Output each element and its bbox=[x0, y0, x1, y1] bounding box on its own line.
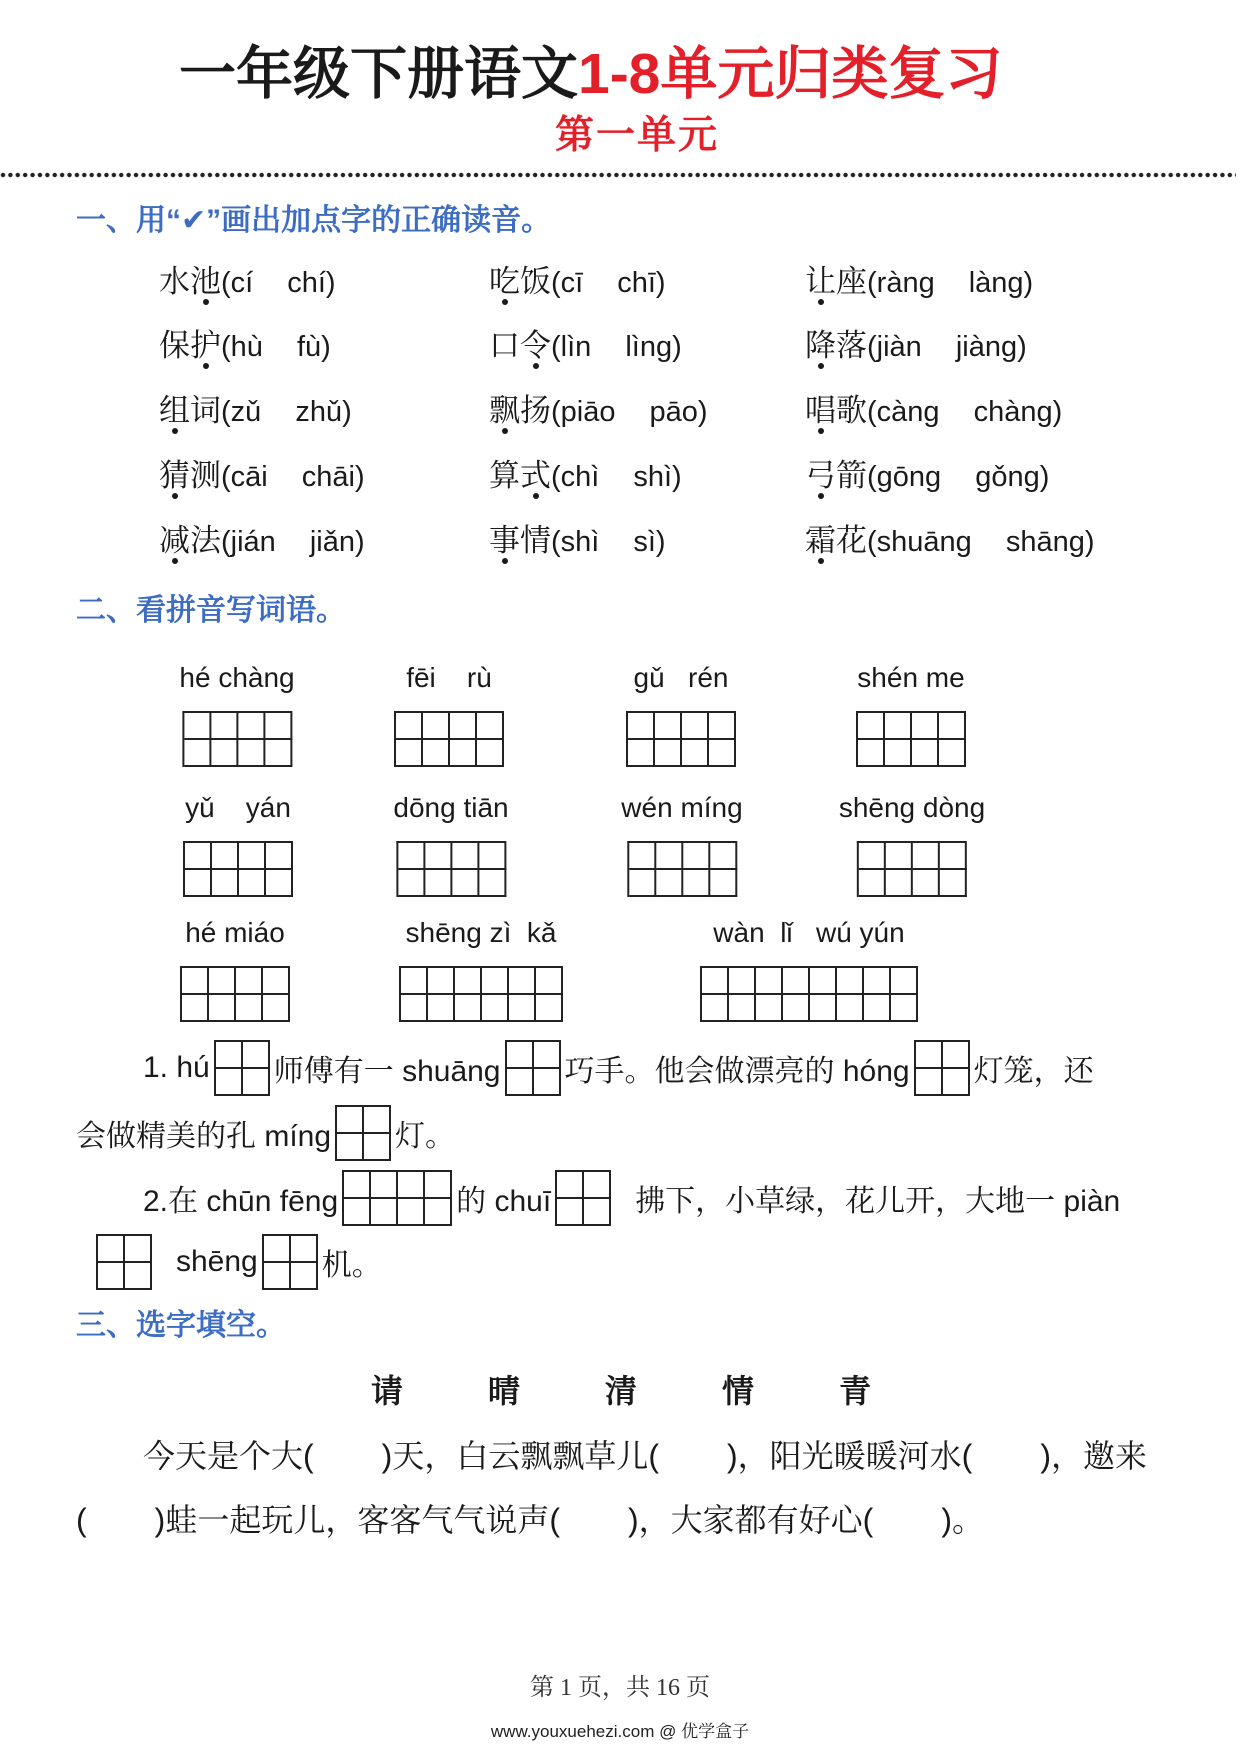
grid-cell bbox=[629, 843, 656, 870]
pinyin-option: ( chì bbox=[551, 461, 599, 493]
grid-cell bbox=[702, 995, 729, 1022]
grid-cell bbox=[656, 870, 683, 897]
grid-cell bbox=[425, 870, 452, 897]
grid-cell bbox=[238, 713, 265, 740]
grid-cell bbox=[710, 843, 737, 870]
dotted-character: 池 bbox=[190, 262, 221, 302]
grid-cell bbox=[886, 870, 913, 897]
choice-character: 请 bbox=[371, 1373, 404, 1409]
reading-item bbox=[159, 326, 331, 367]
grid-cell bbox=[266, 870, 293, 897]
grid-cell bbox=[940, 870, 967, 897]
grid-cell bbox=[455, 968, 482, 995]
character: 算 bbox=[489, 458, 520, 493]
grid-cell bbox=[507, 1042, 534, 1069]
grid-cell bbox=[682, 713, 709, 740]
grid-cell bbox=[584, 1172, 611, 1199]
pinyin-word-group bbox=[839, 790, 985, 897]
grid-cell bbox=[916, 1069, 943, 1096]
writing-box bbox=[96, 1234, 152, 1290]
pinyin-option: fù ) bbox=[297, 331, 331, 363]
section-2-heading: 二、看拼音写词语。 bbox=[76, 594, 346, 627]
pinyin-word-group bbox=[626, 660, 736, 767]
pinyin-label: dōng tiān bbox=[393, 792, 509, 823]
sentence-2-line-1 bbox=[143, 1170, 1120, 1226]
writing-grid bbox=[626, 711, 736, 767]
pinyin-label: hé miáo bbox=[185, 917, 285, 948]
grid-cell bbox=[212, 870, 239, 897]
dotted-character: 让 bbox=[805, 262, 836, 302]
pinyin-option: ( jián bbox=[221, 526, 276, 558]
reading-item bbox=[489, 456, 682, 497]
pinyin-option: ( jiàn bbox=[867, 331, 922, 363]
sentence-text: 机。 bbox=[321, 1249, 382, 1282]
grid-cell bbox=[455, 995, 482, 1022]
dotted-character: 弓 bbox=[805, 456, 836, 496]
writing-box bbox=[214, 1040, 270, 1096]
pinyin-option: lìng ) bbox=[625, 331, 681, 363]
grid-cell bbox=[656, 843, 683, 870]
writing-grid bbox=[394, 711, 504, 767]
grid-cell bbox=[939, 740, 966, 767]
dotted-character: 唱 bbox=[805, 391, 836, 431]
character: 水 bbox=[159, 264, 190, 299]
reading-item bbox=[489, 391, 708, 432]
pinyin-label: shēng dòng bbox=[838, 792, 986, 823]
grid-cell bbox=[125, 1263, 152, 1290]
grid-cell bbox=[212, 843, 239, 870]
grid-cell bbox=[891, 968, 918, 995]
grid-cell bbox=[243, 1042, 270, 1069]
grid-cell bbox=[364, 1134, 391, 1161]
pinyin-word-group bbox=[183, 790, 293, 897]
pinyin-word-group bbox=[393, 790, 508, 897]
grid-cell bbox=[371, 1172, 398, 1199]
character: 落 bbox=[836, 328, 867, 363]
writing-grid bbox=[627, 841, 737, 897]
grid-cell bbox=[216, 1069, 243, 1096]
grid-cell bbox=[238, 740, 265, 767]
grid-cell bbox=[398, 1199, 425, 1226]
dotted-character: 事 bbox=[489, 521, 520, 561]
grid-cell bbox=[184, 740, 211, 767]
character: 词 bbox=[190, 393, 221, 428]
pinyin-label: fēi rù bbox=[406, 662, 492, 693]
blank-space bbox=[659, 1455, 727, 1457]
pinyin-word-group bbox=[700, 915, 918, 1022]
grid-cell bbox=[209, 995, 236, 1022]
grid-cell bbox=[209, 968, 236, 995]
grid-cell bbox=[584, 1199, 611, 1226]
grid-cell bbox=[655, 713, 682, 740]
character: 歌 bbox=[836, 393, 867, 428]
pinyin-option: ( piāo bbox=[551, 396, 616, 428]
grid-cell bbox=[709, 740, 736, 767]
sentence-text: 1. hú bbox=[143, 1051, 210, 1084]
grid-cell bbox=[291, 1236, 318, 1263]
grid-cell bbox=[239, 843, 266, 870]
pinyin-option: ( cí bbox=[221, 267, 253, 299]
blank-space bbox=[314, 1455, 382, 1457]
blank-space bbox=[87, 1519, 155, 1521]
grid-cell bbox=[236, 995, 263, 1022]
grid-cell bbox=[264, 1263, 291, 1290]
dotted-character: 飘 bbox=[489, 391, 520, 431]
grid-cell bbox=[864, 995, 891, 1022]
grid-cell bbox=[810, 995, 837, 1022]
page-title bbox=[179, 38, 1002, 110]
choice-character: 晴 bbox=[488, 1373, 521, 1409]
dotted-character: 霜 bbox=[805, 521, 836, 561]
pinyin-word-group bbox=[394, 660, 504, 767]
blank-space bbox=[873, 1519, 941, 1521]
pinyin-option: ( ràng bbox=[867, 267, 935, 299]
section-1-heading: 一、用“✔”画出加点字的正确读音。 bbox=[76, 204, 552, 237]
pinyin-option: ( cī bbox=[551, 267, 583, 299]
character: 花 bbox=[836, 523, 867, 558]
grid-cell bbox=[729, 995, 756, 1022]
writing-box bbox=[914, 1040, 970, 1096]
grid-cell bbox=[756, 968, 783, 995]
grid-cell bbox=[265, 713, 292, 740]
grid-cell bbox=[423, 713, 450, 740]
character: 法 bbox=[190, 523, 221, 558]
grid-cell bbox=[98, 1236, 125, 1263]
writing-grid bbox=[856, 711, 966, 767]
grid-cell bbox=[859, 870, 886, 897]
choice-character: 青 bbox=[839, 1373, 872, 1409]
grid-cell bbox=[425, 843, 452, 870]
grid-cell bbox=[185, 843, 212, 870]
grid-cell bbox=[912, 713, 939, 740]
pinyin-word-group bbox=[621, 790, 742, 897]
writing-grid bbox=[857, 841, 967, 897]
grid-cell bbox=[211, 740, 238, 767]
grid-cell bbox=[858, 713, 885, 740]
grid-cell bbox=[185, 870, 212, 897]
grid-cell bbox=[98, 1263, 125, 1290]
grid-cell bbox=[482, 968, 509, 995]
pinyin-option: pāo ) bbox=[650, 396, 708, 428]
dotted-character: 降 bbox=[805, 326, 836, 366]
grid-cell bbox=[628, 713, 655, 740]
pinyin-option: ( cāi bbox=[221, 461, 268, 493]
grid-cell bbox=[702, 968, 729, 995]
character: 箭 bbox=[836, 458, 867, 493]
sentence-text: 巧手。他会做漂亮的 hóng bbox=[564, 1055, 910, 1088]
grid-cell bbox=[398, 843, 425, 870]
character: 扬 bbox=[520, 393, 551, 428]
grid-cell bbox=[396, 740, 423, 767]
section-3-heading: 三、选字填空。 bbox=[76, 1309, 286, 1342]
dotted-character: 组 bbox=[159, 391, 190, 431]
grid-cell bbox=[886, 843, 913, 870]
grid-cell bbox=[783, 968, 810, 995]
reading-item bbox=[805, 521, 1095, 562]
sentence-2-line-2 bbox=[96, 1234, 382, 1290]
dotted-character: 减 bbox=[159, 521, 190, 561]
grid-cell bbox=[939, 713, 966, 740]
pinyin-option: chī ) bbox=[617, 267, 665, 299]
grid-cell bbox=[783, 995, 810, 1022]
grid-cell bbox=[452, 843, 479, 870]
grid-cell bbox=[216, 1042, 243, 1069]
grid-cell bbox=[858, 740, 885, 767]
grid-cell bbox=[756, 995, 783, 1022]
sentence-1-line-1 bbox=[143, 1040, 1094, 1096]
grid-cell bbox=[263, 995, 290, 1022]
pinyin-label: wàn lǐ wú yún bbox=[713, 917, 905, 948]
reading-item bbox=[805, 391, 1062, 432]
grid-cell bbox=[477, 713, 504, 740]
grid-cell bbox=[398, 870, 425, 897]
fill-blank-line-2 bbox=[76, 1500, 984, 1540]
choice-character: 清 bbox=[605, 1373, 638, 1409]
grid-cell bbox=[125, 1236, 152, 1263]
grid-cell bbox=[344, 1172, 371, 1199]
grid-cell bbox=[509, 995, 536, 1022]
grid-cell bbox=[396, 713, 423, 740]
grid-cell bbox=[885, 713, 912, 740]
grid-cell bbox=[912, 740, 939, 767]
writing-box bbox=[335, 1105, 391, 1161]
writing-grid bbox=[700, 966, 918, 1022]
pinyin-option: sì ) bbox=[633, 526, 665, 558]
grid-cell bbox=[425, 1172, 452, 1199]
grid-cell bbox=[507, 1069, 534, 1096]
dotted-character: 护 bbox=[190, 326, 221, 366]
dotted-character: 令 bbox=[520, 326, 551, 366]
sentence-text: 拂下，小草绿，花儿开，大地一 piàn bbox=[635, 1185, 1121, 1218]
sentence-text: 师傅有一 shuāng bbox=[273, 1055, 501, 1088]
character-choices bbox=[371, 1371, 871, 1411]
grid-cell bbox=[337, 1134, 364, 1161]
grid-cell bbox=[239, 870, 266, 897]
grid-cell bbox=[428, 968, 455, 995]
sentence-text: 灯笼，还 bbox=[973, 1055, 1094, 1088]
grid-cell bbox=[655, 740, 682, 767]
grid-cell bbox=[477, 740, 504, 767]
grid-cell bbox=[913, 843, 940, 870]
grid-cell bbox=[943, 1069, 970, 1096]
grid-cell bbox=[371, 1199, 398, 1226]
pinyin-label: shēng zì kǎ bbox=[405, 917, 557, 948]
grid-cell bbox=[534, 1042, 561, 1069]
grid-cell bbox=[450, 713, 477, 740]
sentence-text: 2.在 chūn fēng bbox=[143, 1185, 339, 1218]
grid-cell bbox=[428, 995, 455, 1022]
reading-item bbox=[805, 326, 1027, 367]
pinyin-option: ( càng bbox=[867, 396, 940, 428]
unit-subtitle: 第一单元 bbox=[555, 114, 720, 157]
grid-cell bbox=[864, 968, 891, 995]
title-red-part: 1-8单元归类复习 bbox=[578, 42, 1003, 106]
sentence-text: shēng bbox=[176, 1245, 258, 1278]
grid-cell bbox=[837, 995, 864, 1022]
grid-cell bbox=[398, 1172, 425, 1199]
choice-character: 情 bbox=[722, 1373, 755, 1409]
dotted-character: 吃 bbox=[489, 262, 520, 302]
reading-item bbox=[489, 262, 666, 303]
pinyin-label: gǔ rén bbox=[633, 662, 729, 693]
grid-cell bbox=[509, 968, 536, 995]
pinyin-option: ( zǔ bbox=[221, 396, 261, 428]
pinyin-option: ( shì bbox=[551, 526, 599, 558]
fill-text: )。 bbox=[941, 1502, 984, 1538]
pinyin-option: chàng ) bbox=[974, 396, 1063, 428]
grid-cell bbox=[265, 740, 292, 767]
grid-cell bbox=[450, 740, 477, 767]
grid-cell bbox=[401, 995, 428, 1022]
grid-cell bbox=[266, 843, 293, 870]
sentence-1-line-2 bbox=[76, 1105, 455, 1161]
grid-cell bbox=[683, 843, 710, 870]
pinyin-option: ( gōng bbox=[867, 461, 941, 493]
pinyin-option: ( lìn bbox=[551, 331, 591, 363]
grid-cell bbox=[482, 995, 509, 1022]
grid-cell bbox=[916, 1042, 943, 1069]
pinyin-label: wén míng bbox=[621, 792, 743, 823]
grid-cell bbox=[557, 1172, 584, 1199]
grid-cell bbox=[536, 995, 563, 1022]
character: 保 bbox=[159, 328, 190, 363]
dotted-divider bbox=[0, 172, 1236, 178]
grid-cell bbox=[837, 968, 864, 995]
writing-box bbox=[342, 1170, 452, 1226]
reading-item bbox=[159, 391, 352, 432]
grid-cell bbox=[264, 1236, 291, 1263]
dotted-character: 式 bbox=[520, 456, 551, 496]
reading-item bbox=[159, 262, 336, 303]
writing-box bbox=[505, 1040, 561, 1096]
grid-cell bbox=[182, 968, 209, 995]
pinyin-option: gǒng ) bbox=[975, 461, 1049, 493]
reading-item bbox=[489, 326, 682, 367]
grid-cell bbox=[344, 1199, 371, 1226]
grid-cell bbox=[629, 870, 656, 897]
fill-blank-line-1 bbox=[143, 1436, 1147, 1476]
pinyin-option: shì ) bbox=[633, 461, 681, 493]
grid-cell bbox=[236, 968, 263, 995]
grid-cell bbox=[452, 870, 479, 897]
reading-item bbox=[805, 456, 1049, 497]
grid-cell bbox=[683, 870, 710, 897]
pinyin-option: zhǔ ) bbox=[295, 396, 351, 428]
grid-cell bbox=[425, 1199, 452, 1226]
pinyin-word-group bbox=[179, 660, 294, 767]
grid-cell bbox=[479, 843, 506, 870]
fill-text: )天，白云飘飘草儿( bbox=[381, 1438, 659, 1474]
pinyin-label: shén me bbox=[857, 662, 965, 693]
grid-cell bbox=[710, 870, 737, 897]
grid-cell bbox=[184, 713, 211, 740]
sentence-text: 的 chuī bbox=[456, 1185, 552, 1218]
grid-cell bbox=[729, 968, 756, 995]
grid-cell bbox=[337, 1107, 364, 1134]
character: 座 bbox=[836, 264, 867, 299]
grid-cell bbox=[182, 995, 209, 1022]
grid-cell bbox=[943, 1042, 970, 1069]
writing-box bbox=[555, 1170, 611, 1226]
grid-cell bbox=[423, 740, 450, 767]
writing-grid bbox=[399, 966, 563, 1022]
character: 测 bbox=[190, 458, 221, 493]
pinyin-option: ( shuāng bbox=[867, 526, 972, 558]
title-black-part: 一年级下册语文 bbox=[179, 42, 578, 106]
pinyin-word-group bbox=[856, 660, 966, 767]
grid-cell bbox=[263, 968, 290, 995]
sentence-text: 灯。 bbox=[395, 1120, 456, 1153]
pinyin-option: shāng ) bbox=[1006, 526, 1095, 558]
grid-cell bbox=[534, 1069, 561, 1096]
grid-cell bbox=[536, 968, 563, 995]
fill-text: ( bbox=[76, 1502, 87, 1538]
grid-cell bbox=[401, 968, 428, 995]
character: 口 bbox=[489, 328, 520, 363]
grid-cell bbox=[557, 1199, 584, 1226]
grid-cell bbox=[859, 843, 886, 870]
grid-cell bbox=[291, 1263, 318, 1290]
pinyin-label: yǔ yán bbox=[185, 792, 291, 823]
sentence-text: 会做精美的孔 míng bbox=[76, 1120, 332, 1153]
fill-text: )，阳光暖暖河水( bbox=[727, 1438, 973, 1474]
pinyin-option: làng ) bbox=[969, 267, 1034, 299]
writing-grid bbox=[396, 841, 506, 897]
character: 情 bbox=[520, 523, 551, 558]
pinyin-word-group bbox=[399, 915, 563, 1022]
grid-cell bbox=[810, 968, 837, 995]
pinyin-option: jiǎn ) bbox=[310, 526, 365, 558]
site-watermark: www.youxuehezi.com @ 优学盒子 bbox=[490, 1722, 750, 1741]
grid-cell bbox=[709, 713, 736, 740]
pinyin-option: chí ) bbox=[287, 267, 335, 299]
grid-cell bbox=[885, 740, 912, 767]
page-number: 第 1 页，共 16 页 bbox=[530, 1675, 710, 1701]
reading-item bbox=[805, 262, 1033, 303]
grid-cell bbox=[364, 1107, 391, 1134]
pinyin-option: chāi ) bbox=[302, 461, 365, 493]
grid-cell bbox=[940, 843, 967, 870]
grid-cell bbox=[682, 740, 709, 767]
reading-item bbox=[159, 521, 365, 562]
fill-text: 今天是个大( bbox=[143, 1438, 314, 1474]
reading-item bbox=[159, 456, 365, 497]
pinyin-word-group bbox=[180, 915, 290, 1022]
blank-space bbox=[972, 1455, 1040, 1457]
character: 饭 bbox=[520, 264, 551, 299]
grid-cell bbox=[243, 1069, 270, 1096]
grid-cell bbox=[913, 870, 940, 897]
pinyin-label: hé chàng bbox=[179, 662, 295, 693]
fill-text: )，邀来 bbox=[1040, 1438, 1147, 1474]
fill-text: )，大家都有好心( bbox=[627, 1502, 874, 1538]
blank-space bbox=[560, 1519, 628, 1521]
grid-cell bbox=[891, 995, 918, 1022]
writing-grid bbox=[182, 711, 292, 767]
grid-cell bbox=[211, 713, 238, 740]
reading-item bbox=[489, 521, 666, 562]
pinyin-option: ( hù bbox=[221, 331, 263, 363]
grid-cell bbox=[628, 740, 655, 767]
fill-text: )蛙一起玩儿，客客气气说声( bbox=[154, 1502, 560, 1538]
pinyin-option: jiàng ) bbox=[956, 331, 1027, 363]
writing-grid bbox=[180, 966, 290, 1022]
grid-cell bbox=[479, 870, 506, 897]
writing-box bbox=[262, 1234, 318, 1290]
dotted-character: 猜 bbox=[159, 456, 190, 496]
writing-grid bbox=[183, 841, 293, 897]
